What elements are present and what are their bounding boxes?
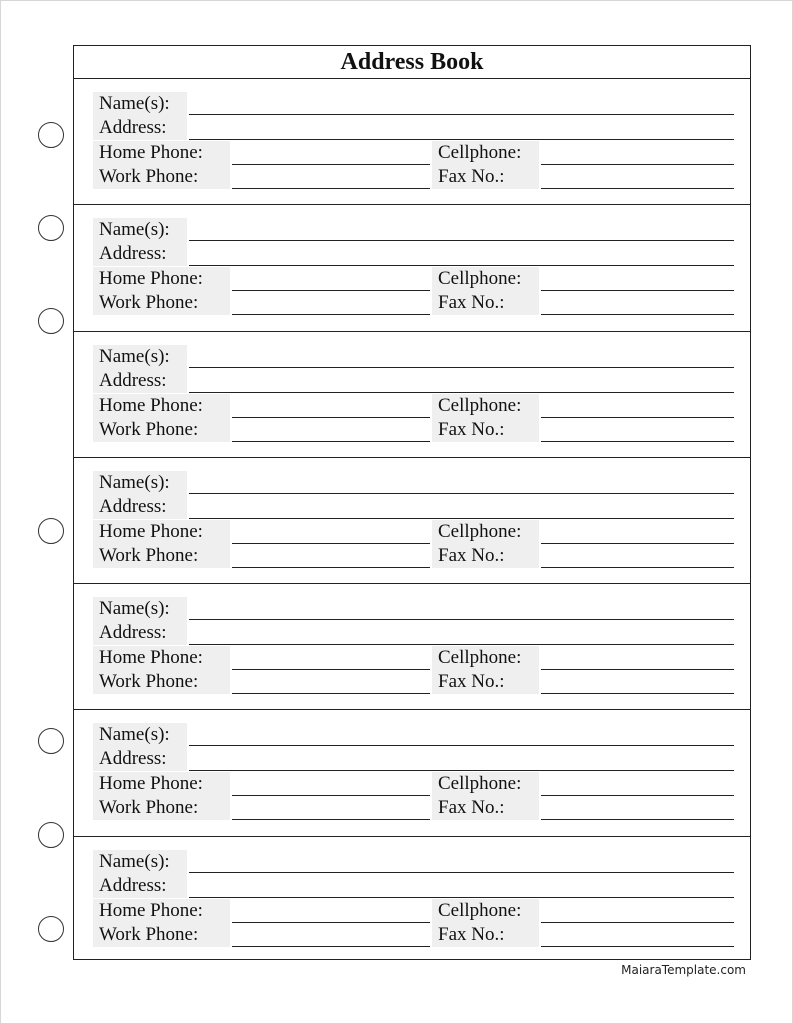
entries-list xyxy=(74,79,750,963)
name-field[interactable] xyxy=(189,114,734,115)
address-field[interactable] xyxy=(189,518,734,519)
work-phone-label: Work Phone: xyxy=(93,544,230,568)
work-phone-label: Work Phone: xyxy=(93,418,230,442)
work-phone-field[interactable] xyxy=(232,314,430,315)
fax-label: Fax No.: xyxy=(432,796,539,820)
work-phone-field[interactable] xyxy=(232,188,430,189)
work-phone-field[interactable] xyxy=(232,567,430,568)
home-phone-field[interactable] xyxy=(232,795,430,796)
home-phone-label: Home Phone: xyxy=(93,772,230,796)
home-phone-field[interactable] xyxy=(232,164,430,165)
cellphone-field[interactable] xyxy=(541,290,734,291)
page-title: Address Book xyxy=(74,46,750,79)
home-phone-label: Home Phone: xyxy=(93,141,230,165)
cellphone-label: Cellphone: xyxy=(432,394,539,418)
cellphone-field[interactable] xyxy=(541,922,734,923)
work-phone-label: Work Phone: xyxy=(93,923,230,947)
work-phone-field[interactable] xyxy=(232,693,430,694)
work-phone-label: Work Phone: xyxy=(93,291,230,315)
address-book-table xyxy=(73,45,751,960)
name-label: Name(s): xyxy=(93,723,187,747)
address-field[interactable] xyxy=(189,897,734,898)
address-field[interactable] xyxy=(189,265,734,266)
fax-label: Fax No.: xyxy=(432,291,539,315)
address-entry xyxy=(74,332,750,458)
name-label: Name(s): xyxy=(93,92,187,116)
home-phone-label: Home Phone: xyxy=(93,899,230,923)
cellphone-field[interactable] xyxy=(541,164,734,165)
address-entry xyxy=(74,837,750,963)
binder-hole xyxy=(38,822,64,848)
fax-field[interactable] xyxy=(541,946,734,947)
name-field[interactable] xyxy=(189,619,734,620)
address-label: Address: xyxy=(93,874,187,898)
address-label: Address: xyxy=(93,747,187,771)
fax-field[interactable] xyxy=(541,693,734,694)
cellphone-field[interactable] xyxy=(541,795,734,796)
cellphone-label: Cellphone: xyxy=(432,899,539,923)
name-label: Name(s): xyxy=(93,345,187,369)
cellphone-field[interactable] xyxy=(541,669,734,670)
address-label: Address: xyxy=(93,621,187,645)
address-label: Address: xyxy=(93,369,187,393)
name-field[interactable] xyxy=(189,240,734,241)
name-label: Name(s): xyxy=(93,218,187,242)
work-phone-label: Work Phone: xyxy=(93,670,230,694)
address-field[interactable] xyxy=(189,644,734,645)
home-phone-label: Home Phone: xyxy=(93,520,230,544)
address-field[interactable] xyxy=(189,139,734,140)
cellphone-field[interactable] xyxy=(541,543,734,544)
binder-hole xyxy=(38,518,64,544)
fax-label: Fax No.: xyxy=(432,544,539,568)
name-field[interactable] xyxy=(189,745,734,746)
address-label: Address: xyxy=(93,116,187,140)
address-entry xyxy=(74,710,750,836)
fax-label: Fax No.: xyxy=(432,670,539,694)
footer-website: MaiaraTemplate.com xyxy=(621,963,746,977)
fax-field[interactable] xyxy=(541,819,734,820)
name-label: Name(s): xyxy=(93,850,187,874)
name-field[interactable] xyxy=(189,493,734,494)
fax-field[interactable] xyxy=(541,188,734,189)
address-entry xyxy=(74,205,750,331)
address-field[interactable] xyxy=(189,770,734,771)
fax-label: Fax No.: xyxy=(432,165,539,189)
work-phone-label: Work Phone: xyxy=(93,796,230,820)
binder-hole xyxy=(38,122,64,148)
address-entry xyxy=(74,458,750,584)
work-phone-field[interactable] xyxy=(232,946,430,947)
address-entry xyxy=(74,584,750,710)
address-field[interactable] xyxy=(189,392,734,393)
home-phone-field[interactable] xyxy=(232,922,430,923)
work-phone-label: Work Phone: xyxy=(93,165,230,189)
name-field[interactable] xyxy=(189,367,734,368)
cellphone-label: Cellphone: xyxy=(432,520,539,544)
binder-hole xyxy=(38,728,64,754)
cellphone-field[interactable] xyxy=(541,417,734,418)
binder-hole xyxy=(38,916,64,942)
binder-hole xyxy=(38,308,64,334)
cellphone-label: Cellphone: xyxy=(432,141,539,165)
name-label: Name(s): xyxy=(93,597,187,621)
work-phone-field[interactable] xyxy=(232,441,430,442)
home-phone-field[interactable] xyxy=(232,417,430,418)
home-phone-field[interactable] xyxy=(232,543,430,544)
name-label: Name(s): xyxy=(93,471,187,495)
address-entry xyxy=(74,79,750,205)
binder-hole xyxy=(38,215,64,241)
name-field[interactable] xyxy=(189,872,734,873)
address-label: Address: xyxy=(93,495,187,519)
fax-field[interactable] xyxy=(541,567,734,568)
home-phone-field[interactable] xyxy=(232,290,430,291)
fax-field[interactable] xyxy=(541,441,734,442)
cellphone-label: Cellphone: xyxy=(432,772,539,796)
address-label: Address: xyxy=(93,242,187,266)
fax-field[interactable] xyxy=(541,314,734,315)
home-phone-label: Home Phone: xyxy=(93,646,230,670)
cellphone-label: Cellphone: xyxy=(432,267,539,291)
fax-label: Fax No.: xyxy=(432,418,539,442)
cellphone-label: Cellphone: xyxy=(432,646,539,670)
home-phone-label: Home Phone: xyxy=(93,267,230,291)
home-phone-field[interactable] xyxy=(232,669,430,670)
home-phone-label: Home Phone: xyxy=(93,394,230,418)
work-phone-field[interactable] xyxy=(232,819,430,820)
fax-label: Fax No.: xyxy=(432,923,539,947)
